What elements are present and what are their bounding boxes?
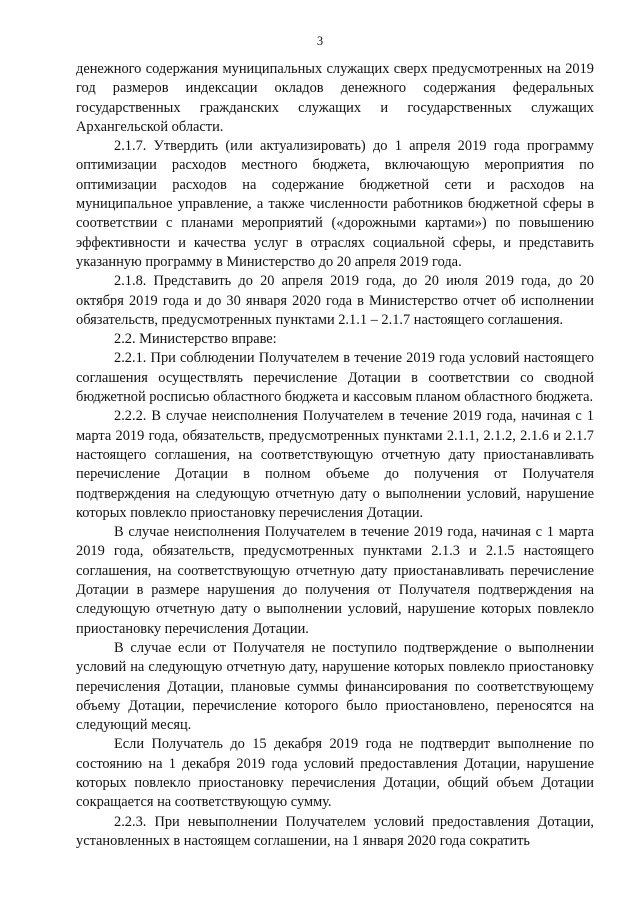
paragraph-2-2: 2.2. Министерство вправе: bbox=[114, 331, 277, 348]
paragraph-2-2-2-second: В случае неисполнения Получателем в течение 2019 года, начиная с 1 марта 2019 года, обязательств, предусмотренных пунктами 2.1.3 и 2.1.5 настоящего соглашения, на соответствующую отчетную дату приостанавливать перечисление Дотации в размере нарушения до получения от Получателя подтверждения на следующую отчетную дату о выполнении условий, нарушение которых повлекло приостановку перечисления Дотации. bbox=[76, 524, 594, 637]
page-number: 3 bbox=[316, 34, 324, 48]
paragraph-2-2-2: 2.2.2. В случае неисполнения Получателем в течение 2019 года, начиная с 1 марта 2019 года, обязательств, предусмотренных пунктами 2.1.1, 2.1.2, 2.1.6 и 2.1.7 настоящего соглашения, на соответствующую отчетную дату приостанавливать перечисление Дотации в полном объеме до получения от Получателя подтверждения на следующую отчетную дату о выполнении условий, нарушение которых повлекло приостановку перечисления Дотации. bbox=[76, 408, 594, 521]
paragraph-2-1-7: 2.1.7. Утвердить (или актуализировать) до 1 апреля 2019 года программу оптимизации расходов местного бюджета, включающую мероприятия по оптимизации расходов на содержание бюджетной сети и расходов на муниципальное управление, а также численности работников бюджетной сферы в соответствии с планами мероприятий («дорожными картами») по повышению эффективности и качества услуг в отраслях социальной сферы, и представить указанную программу в Министерство до 20 апреля 2019 года. bbox=[76, 138, 594, 270]
paragraph-2-2-2-fourth: Если Получатель до 15 декабря 2019 года не подтвердит выполнение по состоянию на 1 декабря 2019 года условий предоставления Дотации, нарушение которых повлекло приостановку перечисления Дотации, общий объем Дотации сокращается на соответствующую сумму. bbox=[76, 736, 594, 811]
paragraph-2-2-2-third: В случае если от Получателя не поступило подтверждение о выполнении условий на следующую отчетную дату, нарушение которых повлекло приостановку перечисления Дотации, плановые суммы финансирования по соответствующему объему Дотации, перечисление которого было приостановлено, переносятся на следующий месяц. bbox=[76, 639, 594, 734]
paragraph-2-1-8: 2.1.8. Представить до 20 апреля 2019 года, до 20 июля 2019 года, до 20 октября 2019 года и до 30 января 2020 года в Министерство отчет об исполнении обязательств, предусмотренных пунктами 2.1.1 – 2.1.7 настоящего соглашения. bbox=[76, 273, 594, 328]
paragraph-2-2-1: 2.2.1. При соблюдении Получателем в течение 2019 года условий настоящего соглашения осуществлять перечисление Дотации в соответствии со сводной бюджетной росписью областного бюджета и кассовым планом областного бюджета. bbox=[76, 350, 594, 406]
paragraph-2-2-3: 2.2.3. При невыполнении Получателем условий предоставления Дотации, установленных в настоящем соглашении, на 1 января 2020 года сократить bbox=[76, 813, 594, 849]
paragraph-continuation: денежного содержания муниципальных служащих сверх предусмотренных на 2019 год размеров индексации окладов денежного содержания федеральных государственных гражданских служащих и государственных служащих Архангельской области. bbox=[76, 61, 594, 135]
document-body bbox=[76, 60, 594, 851]
